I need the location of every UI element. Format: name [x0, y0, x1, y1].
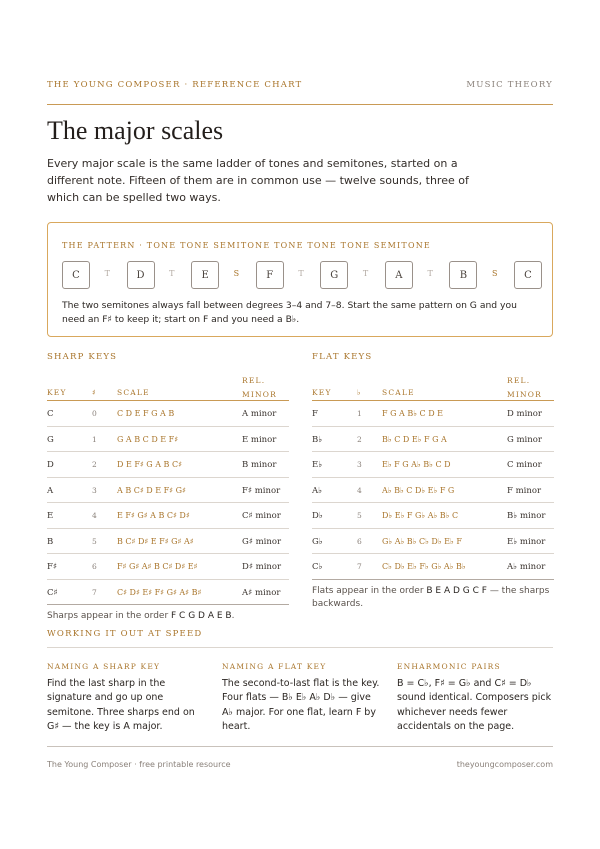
accidental-count: 3 [92, 485, 97, 495]
header-relative-minor: REL. MINOR [507, 376, 543, 400]
scale-note: A [385, 261, 413, 289]
accidental-count: 4 [357, 485, 362, 495]
tip-title: ENHARMONIC PAIRS [397, 662, 501, 671]
table-row [312, 452, 554, 478]
scale-ladder [62, 261, 538, 289]
header-key: KEY [47, 388, 67, 397]
scale-notes: C♭ D♭ E♭ F♭ G♭ A♭ B♭ [382, 562, 466, 571]
pattern-heading: THE PATTERN · TONE TONE SEMITONE TONE TONE TONE SEMITONE [62, 241, 431, 250]
table-row [47, 580, 289, 606]
footer-url: theyoungcomposer.com [456, 760, 553, 769]
table-row [47, 529, 289, 555]
table-row [312, 554, 554, 580]
key-name: C♭ [312, 562, 323, 572]
scale-notes: G♭ A♭ B♭ C♭ D♭ E♭ F [382, 536, 462, 546]
key-name: B♭ [312, 434, 323, 445]
relative-minor: C minor [507, 460, 542, 470]
scale-notes: E♭ F G A♭ B♭ C D [382, 460, 451, 469]
relative-minor: A♯ minor [242, 587, 281, 598]
scale-note: B [449, 261, 477, 289]
key-name: F [312, 409, 318, 419]
header-sharp-count: ♯ [92, 388, 97, 397]
table-row [312, 529, 554, 555]
semitone-marker: S [491, 269, 498, 278]
key-name: F♯ [47, 562, 58, 572]
table-row [312, 503, 554, 529]
flat-keys-title: FLAT KEYS [312, 352, 373, 362]
relative-minor: A♭ minor [507, 562, 546, 572]
header-key: KEY [312, 388, 332, 397]
tip-title: NAMING A FLAT KEY [222, 662, 327, 671]
accidental-count: 1 [357, 409, 362, 418]
header-scale: SCALE [117, 388, 150, 397]
flat-keys-table [312, 352, 554, 612]
key-name: E♭ [312, 460, 323, 470]
scale-note: F [256, 261, 284, 289]
header-relative-minor: REL. MINOR [242, 376, 278, 400]
scale-notes: C D E F G A B [117, 409, 175, 418]
scale-notes: B C♯ D♯ E F♯ G♯ A♯ [117, 536, 194, 546]
key-name: E [47, 511, 54, 521]
sharp-note-text: Sharps appear in the order [47, 611, 172, 621]
scale-note: C [514, 261, 542, 289]
table-row [47, 452, 289, 478]
relative-minor: D♯ minor [242, 562, 282, 572]
table-row [47, 554, 289, 580]
accidental-count: 6 [92, 562, 97, 571]
relative-minor: B minor [242, 460, 277, 470]
key-name: A [47, 485, 54, 496]
scale-notes: B♭ C D E♭ F G A [382, 434, 447, 444]
tone-marker: T [298, 269, 304, 278]
scale-note: E [191, 261, 219, 289]
accidental-count: 7 [92, 587, 97, 597]
accidental-count: 5 [357, 511, 362, 520]
accidental-count: 3 [357, 460, 362, 469]
relative-minor: F♯ minor [242, 485, 281, 496]
key-name: C♯ [47, 587, 58, 598]
relative-minor: C♯ minor [242, 511, 281, 521]
scale-note: D [127, 261, 155, 289]
relative-minor: E♭ minor [507, 536, 546, 547]
top-header [47, 80, 553, 105]
table-row [312, 478, 554, 504]
scale-notes: F♯ G♯ A♯ B C♯ D♯ E♯ [117, 562, 198, 571]
accidental-count: 5 [92, 536, 97, 546]
key-name: G [47, 434, 54, 445]
key-name: G♭ [312, 536, 323, 547]
key-name: D♭ [312, 511, 323, 521]
flat-note-end: — the sharps backwards. [312, 585, 550, 610]
relative-minor: E minor [242, 434, 277, 445]
sharp-note-end: . [231, 611, 235, 621]
table-row [312, 427, 554, 453]
pattern-box [47, 222, 553, 337]
scale-notes: E F♯ G♯ A B C♯ D♯ [117, 511, 190, 520]
scale-notes: G A B C D E F♯ [117, 434, 179, 444]
scale-notes: F G A B♭ C D E [382, 409, 444, 418]
accidental-count: 7 [357, 562, 362, 571]
accidental-count: 2 [92, 460, 97, 469]
table-row [47, 478, 289, 504]
key-name: A♭ [312, 485, 323, 496]
tip-card [47, 662, 207, 734]
scale-notes: D E F♯ G A B C♯ [117, 460, 182, 469]
tip-body: Find the last sharp in the signature and go up one semitone. Three sharps end on G♯ — the key is A major. [47, 678, 195, 732]
tip-body: The second-to-last flat is the key. Four flats — B♭ E♭ A♭ D♭ — give A♭ major. For one flat, learn F by heart. [222, 678, 380, 732]
flat-order: B E A D G C F [426, 585, 487, 596]
flat-keys-header [312, 372, 554, 401]
scale-notes: A B C♯ D E F♯ G♯ [117, 485, 186, 495]
speed-section [47, 629, 553, 732]
accidental-count: 4 [92, 511, 97, 520]
relative-minor: F minor [507, 485, 542, 496]
scale-note: G [320, 261, 348, 289]
key-name: C [47, 409, 54, 419]
sharp-keys-title: SHARP KEYS [47, 352, 118, 362]
scale-notes: D♭ E♭ F G♭ A♭ B♭ C [382, 511, 459, 520]
relative-minor: G minor [507, 434, 542, 445]
accidental-count: 0 [92, 409, 97, 418]
tip-title: NAMING A SHARP KEY [47, 662, 161, 671]
accidental-count: 2 [357, 434, 362, 444]
speed-title: WORKING IT OUT AT SPEED [47, 629, 553, 648]
footer [47, 746, 553, 777]
page [47, 0, 553, 849]
key-name: D [47, 460, 54, 470]
page-title: The major scales [47, 116, 224, 145]
flat-order-note [312, 585, 554, 613]
tip-card [397, 662, 557, 734]
relative-minor: G♯ minor [242, 536, 282, 547]
flat-keys-rows [312, 401, 554, 580]
accidental-count: 6 [357, 536, 362, 546]
scale-notes: C♯ D♯ E♯ F♯ G♯ A♯ B♯ [117, 587, 202, 597]
semitone-marker: S [233, 269, 240, 278]
publication-name: THE YOUNG COMPOSER · REFERENCE CHART [47, 80, 303, 90]
sharp-keys-table [47, 352, 289, 624]
tone-marker: T [104, 269, 110, 278]
header-flat-count: ♭ [357, 388, 362, 397]
table-row [47, 401, 289, 427]
tip-body: B = C♭, F♯ = G♭ and C♯ = D♭ sound identical. Composers pick whichever needs fewer accidentals on the page. [397, 678, 552, 732]
key-name: B [47, 536, 54, 547]
table-row [47, 503, 289, 529]
header-scale: SCALE [382, 388, 415, 397]
sharp-order-note [47, 610, 289, 624]
tip-card [222, 662, 382, 734]
tone-marker: T [169, 269, 175, 278]
relative-minor: D minor [507, 409, 542, 419]
scale-note: C [62, 261, 90, 289]
table-row [47, 427, 289, 453]
sharp-keys-rows [47, 401, 289, 605]
table-row [312, 401, 554, 427]
tone-marker: T [427, 269, 433, 278]
intro-paragraph: Every major scale is the same ladder of tones and semitones, started on a different note. Fifteen of them are in common use — twelve sounds, three of which can be spelled two ways. [47, 157, 469, 205]
sharp-keys-header [47, 372, 289, 401]
footer-credit: The Young Composer · free printable resource [47, 760, 231, 769]
flat-note-text: Flats appear in the order [312, 585, 427, 596]
pattern-explanation: The two semitones always fall between degrees 3–4 and 7–8. Start the same pattern on G and you need an F♯ to keep it; start on F and you need a B♭. [62, 300, 517, 326]
accidental-count: 1 [92, 434, 97, 444]
section-label: MUSIC THEORY [466, 80, 553, 90]
sharp-order: F C G D A E B [171, 611, 232, 621]
relative-minor: B♭ minor [507, 511, 546, 521]
tone-marker: T [362, 269, 369, 278]
relative-minor: A minor [242, 409, 277, 419]
scale-notes: A♭ B♭ C D♭ E♭ F G [382, 485, 455, 495]
